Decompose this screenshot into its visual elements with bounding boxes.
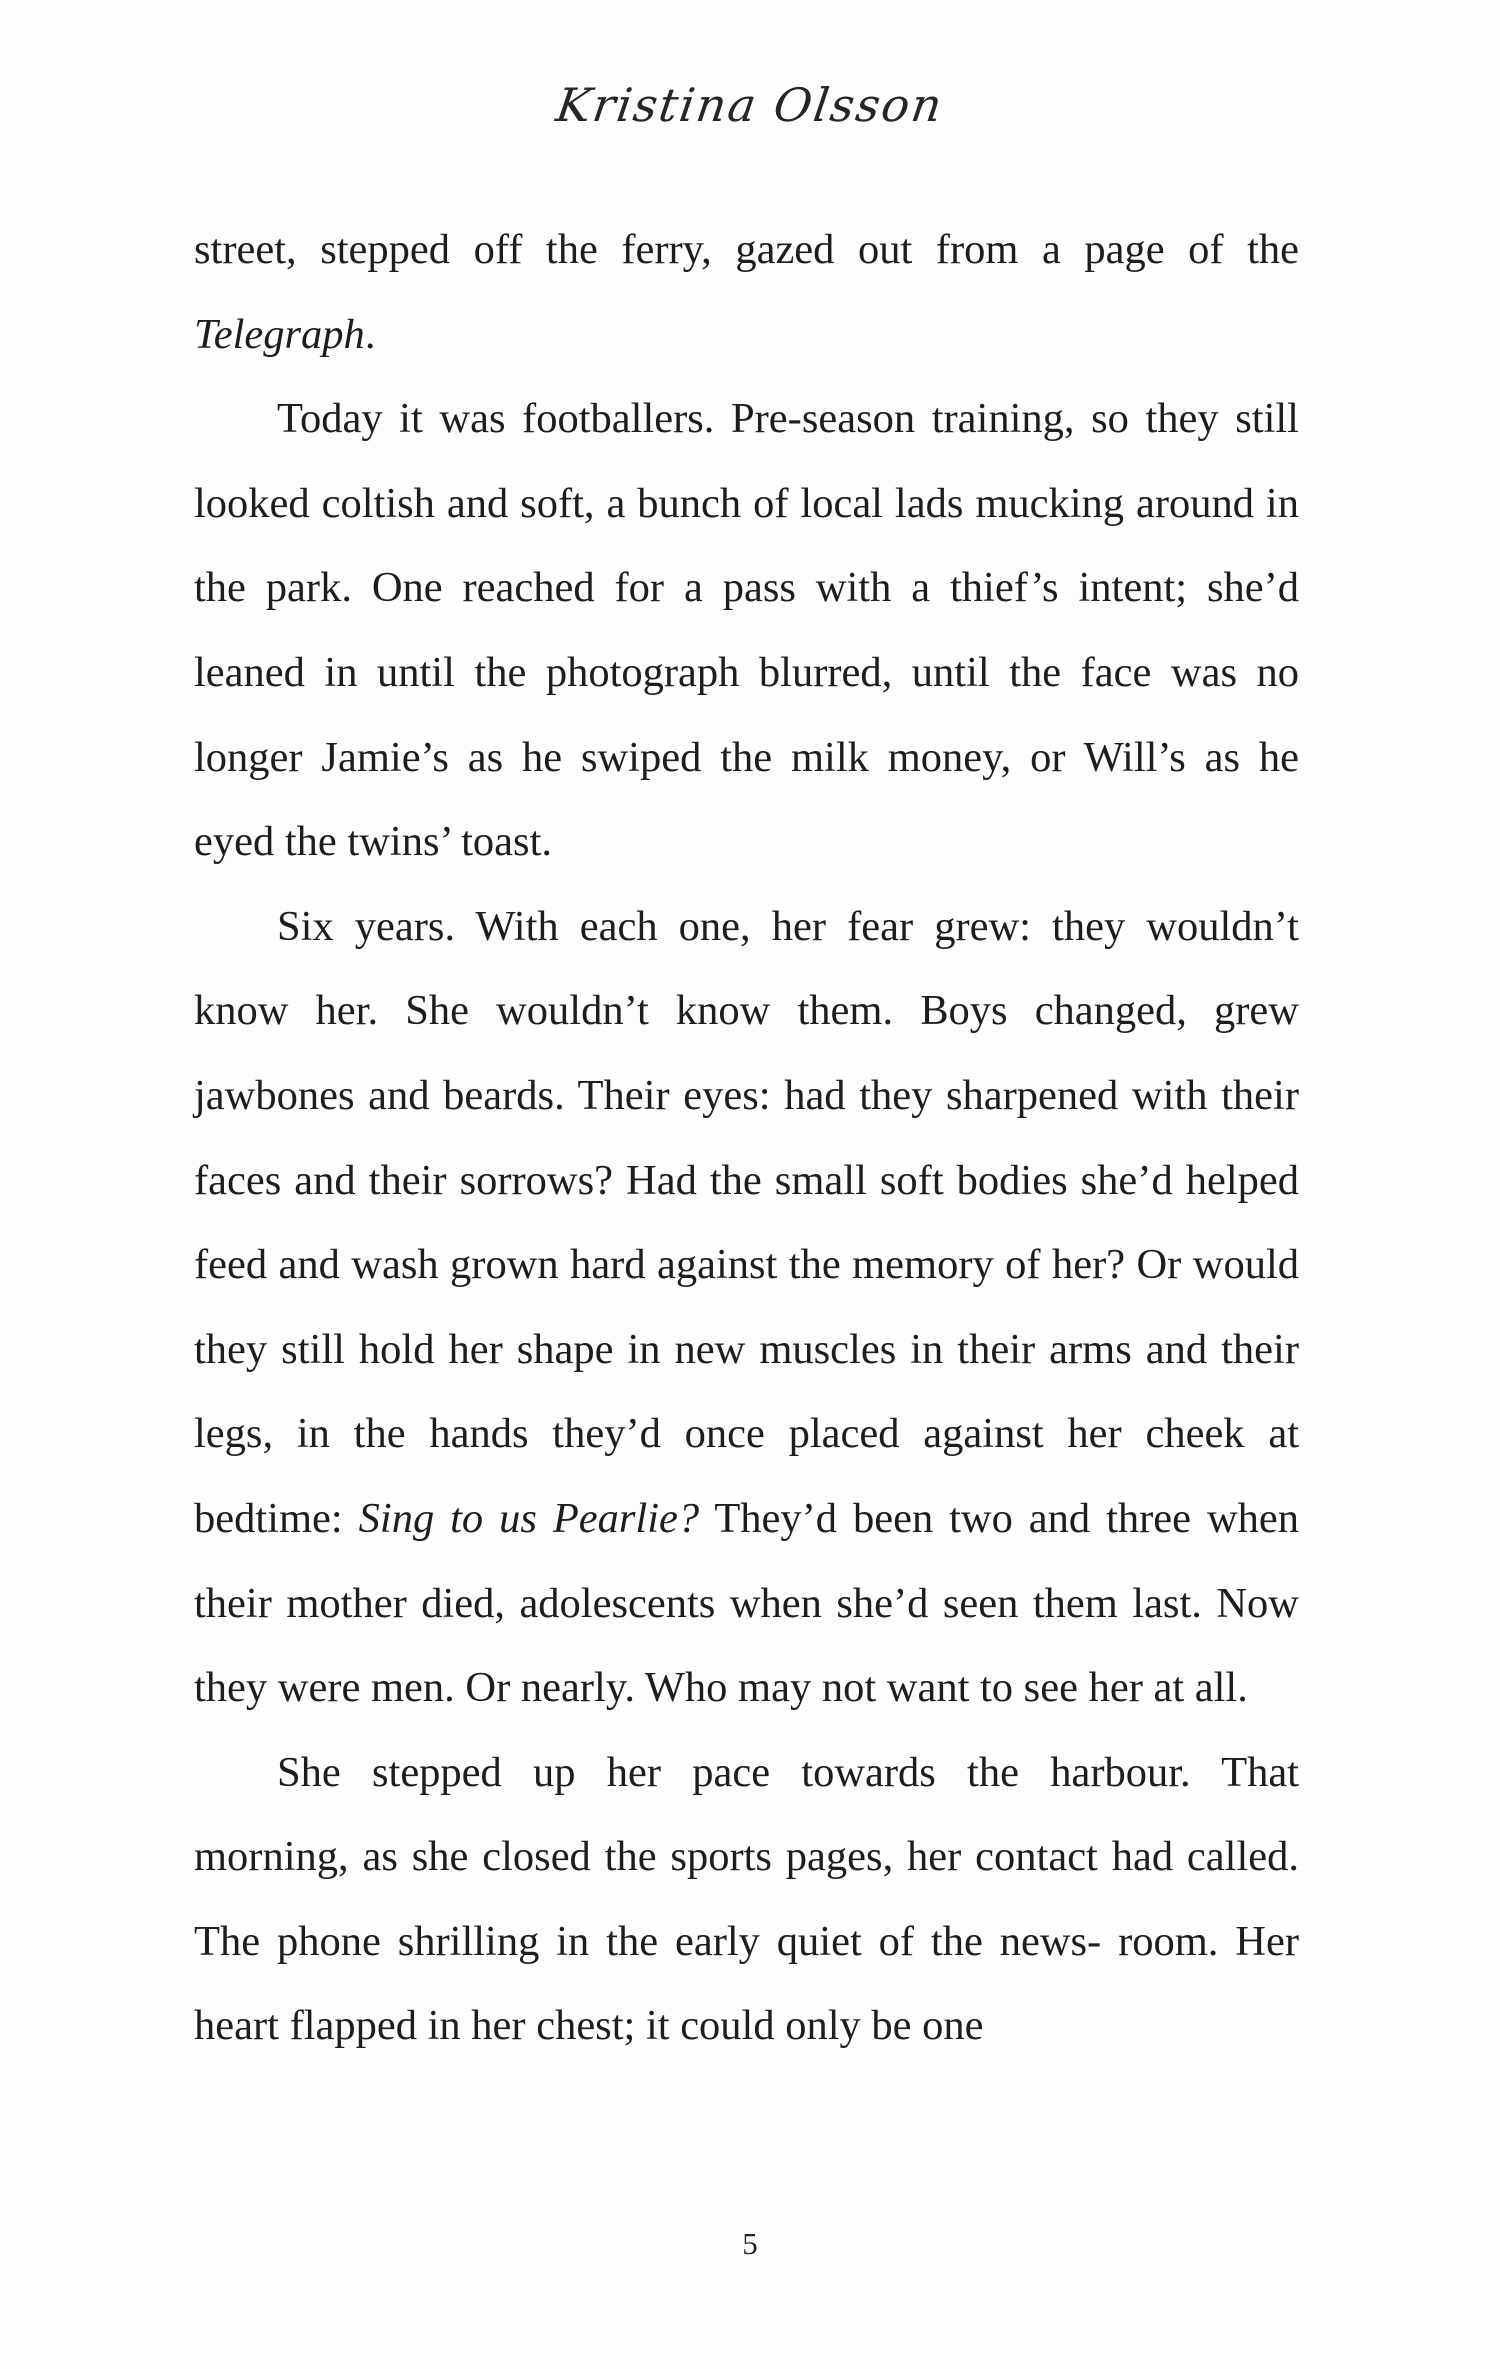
- paragraph-text: They’d been two and three when their mother died, adolescents when she’d seen them last. Now they were men. Or nearly. Who may not want to see her at all.: [194, 1494, 1300, 1712]
- body-text: [194, 208, 1299, 2069]
- paragraph-text: .: [364, 310, 376, 358]
- paragraph-text: Today it was footballers. Pre-season training, so they still looked coltish and soft, a bunch of local lads mucking around in the park. One reached for a pass with a thief’s intent; she’d leaned in until the photograph blurred, until the face was no longer Jamie’s as he swiped the milk money, or Will’s as he eyed the twins’ toast.: [194, 395, 1299, 866]
- paragraph: [194, 1731, 1299, 2069]
- paragraph: [194, 885, 1299, 1731]
- running-head-author: Kristina Olsson: [552, 78, 948, 132]
- page-number: 5: [742, 2226, 758, 2261]
- italic-text: Sing to us Pearlie?: [358, 1494, 700, 1542]
- italic-text: Telegraph: [194, 310, 365, 358]
- paragraph: [194, 208, 1299, 377]
- paragraph-text: Six years. With each one, her fear grew: they wouldn’t know her. She wouldn’t know them. Boys changed, grew jawbones and beards. Their eyes: had they sharpened with their faces and their sorrows? Had the small soft bodies she’d helped feed and wash grown hard against the memory of her? Or would they still hold her shape in new muscles in their arms and their legs, in the hands they’d once placed against her cheek at bedtime:: [194, 902, 1299, 1542]
- paragraph: [194, 377, 1299, 885]
- paragraph-text: She stepped up her pace towards the harbour. That morning, as she closed the sports pages, her contact had called. The phone shrilling in the early quiet of the news- room. Her heart flapped in her chest; it could only be one: [194, 1748, 1299, 2050]
- paragraph-text: street, stepped off the ferry, gazed out from a page of the: [194, 226, 1299, 273]
